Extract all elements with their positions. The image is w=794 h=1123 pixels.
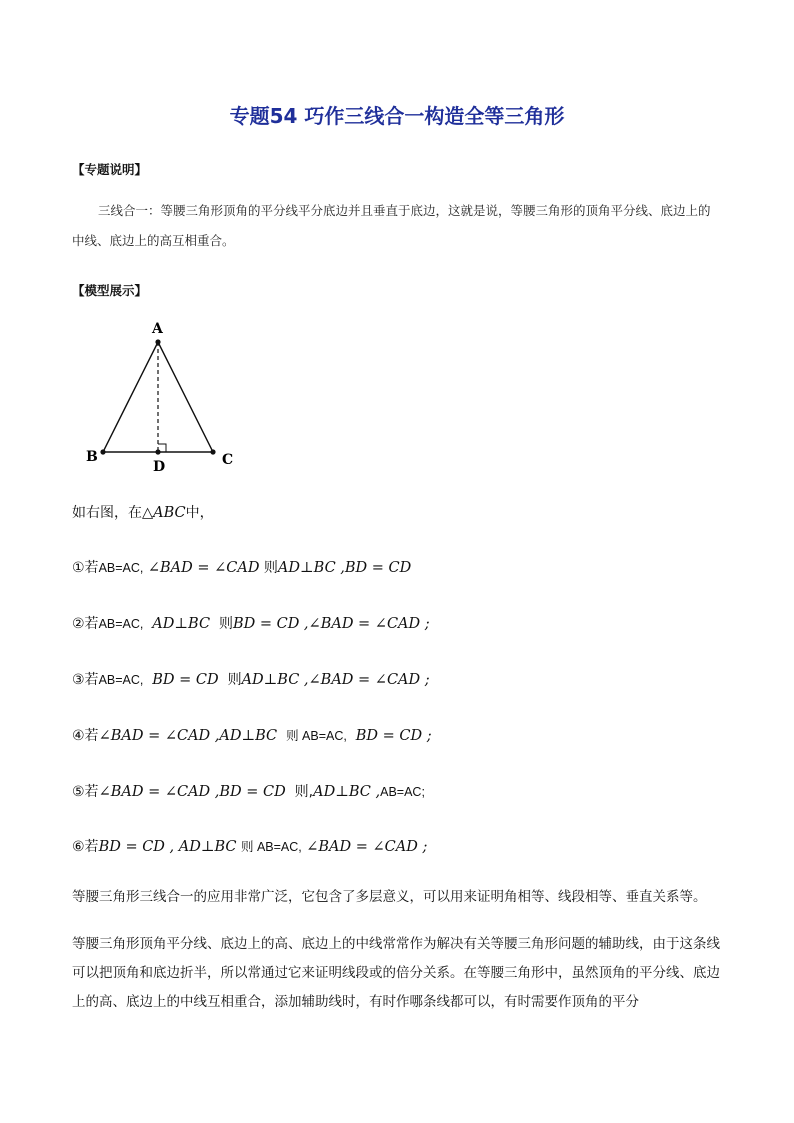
case-lead: ⑤若 <box>72 784 99 800</box>
case-math: BD = CD <box>152 672 219 688</box>
case-math: ∠BAD = ∠CAD ,BD = CD <box>98 784 286 800</box>
label-b: B <box>86 449 98 465</box>
case-condition: AB=AC, <box>98 561 144 575</box>
section-description-text <box>72 196 722 256</box>
page-title: 专题54 巧作三线合一构造全等三角形 <box>229 104 565 128</box>
case-then: 则 AB=AC, <box>240 840 302 854</box>
case-lead: ④若 <box>72 728 99 744</box>
case-math: AD⊥BC <box>152 616 211 632</box>
case-conclusion: ∠BAD = ∠CAD ; <box>306 839 428 855</box>
intro-triangle: △ABC <box>142 505 186 521</box>
case-math: BD = CD , AD⊥BC <box>98 839 237 855</box>
paragraph-application: 等腰三角形三线合一的应用非常广泛，它包含了多层意义，可以用来证明角相等、线段相等、垂直关系等。 <box>72 889 707 905</box>
point-b <box>100 449 105 454</box>
intro-prefix: 如右图，在 <box>72 505 142 521</box>
case-conclusion: AD⊥BC ,∠BAD = ∠CAD ; <box>241 672 430 688</box>
case-lead: ⑥若 <box>72 839 99 855</box>
intro-line <box>72 502 214 522</box>
case-condition: AB=AC, <box>98 617 144 631</box>
case-condition: AB=AC, <box>98 673 144 687</box>
case-conclusion: BD = CD ,∠BAD = ∠CAD ; <box>232 616 430 632</box>
case-conclusion: BD = CD ; <box>355 728 432 744</box>
case-then: 则 <box>218 616 233 632</box>
label-d: D <box>153 459 166 475</box>
point-a <box>155 339 160 344</box>
section-heading-description: 【专题说明】 <box>72 162 148 177</box>
case-line-6 <box>72 836 427 856</box>
intro-suffix: 中， <box>185 505 214 521</box>
description-body: 三线合一：等腰三角形顶角的平分线平分底边并且垂直于底边，这就是说，等腰三角形的顶角平分线、底边上的中线、底边上的高互相重合。 <box>72 203 711 248</box>
case-tail: AB=AC; <box>380 785 425 799</box>
case-lead: ②若 <box>72 616 99 632</box>
isosceles-triangle-figure <box>80 316 260 476</box>
case-line-5 <box>72 781 425 801</box>
case-then: 则 <box>263 560 278 576</box>
case-then: 则 <box>227 672 242 688</box>
case-lead: ③若 <box>72 672 99 688</box>
case-line-2 <box>72 613 430 633</box>
case-math: ∠BAD = ∠CAD <box>147 560 260 576</box>
label-a: A <box>152 321 163 337</box>
case-then: 则 AB=AC, <box>286 729 347 743</box>
point-c <box>210 449 215 454</box>
case-line-3 <box>72 669 430 689</box>
case-conclusion: AD⊥BC , <box>313 784 381 800</box>
paragraph-auxiliary-line: 等腰三角形顶角平分线、底边上的高、底边上的中线常常作为解决有关等腰三角形问题的辅助线，由于这条线可以把顶角和底边折半，所以常通过它来证明线段或的倍分关系。在等腰三角形中，虽然顶角的平分线、底边上的高、底边上的中线互相重合，添加辅助线时，有时作哪条线都可以，有时需要作顶角的平分 <box>72 936 720 1010</box>
case-conclusion: AD⊥BC ,BD = CD <box>277 560 412 576</box>
section-heading-model: 【模型展示】 <box>72 283 148 298</box>
case-line-1 <box>72 557 411 577</box>
case-math: ∠BAD = ∠CAD ,AD⊥BC <box>98 728 278 744</box>
case-line-4 <box>72 725 432 745</box>
case-then: 则, <box>294 784 314 800</box>
point-d <box>155 449 160 454</box>
case-lead: ①若 <box>72 560 99 576</box>
label-c: C <box>222 452 234 468</box>
